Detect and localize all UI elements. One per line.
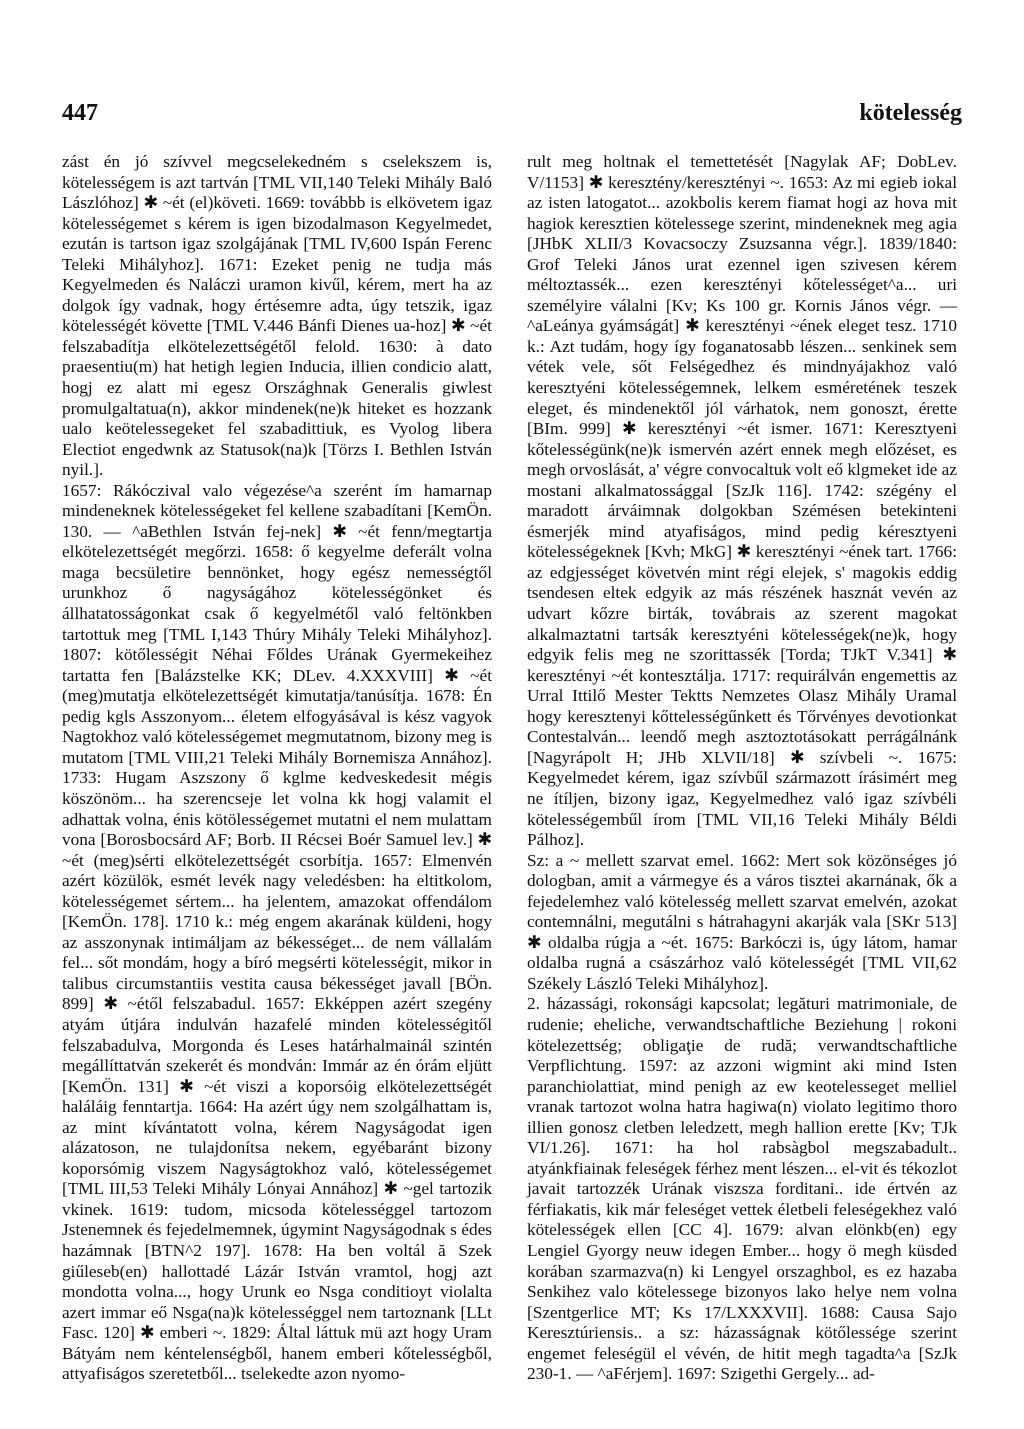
right-paragraph-2: Sz: a ~ mellett szarvat emel. 1662: Mert sok közönséges jó dologban, amit a vármegye és a város tisztei akarnának, ők a fejedelemhez való kötelesség mellett szarvat emelvén, azokat contemnálni, megutálni s hátrahagyni akarják vala [SKr 513] ✱ oldalba rúgja a ~ét. 1675: Barkóczi is, úgy látom, hamar oldalba rugná a császárhoz való kötelességét [TML VII,62 Székely László Teleki Mihályhoz]. — [527, 850, 957, 993]
right-paragraph-1: rult meg holtnak el temettetését [Nagylak AF; DobLev. V/1153] ✱ keresztény/keresztényi ~. 1653: Az mi egieb iokal az isten latogatot... azokbolis kerem fiamat hogi az hova mit hagiok keresztien kötelessege szerint, mindeneknek meg agia [JHbK XLII/3 Kovacsoczy Zsuzsanna végr.]. 1839/1840: Grof Teleki János urat ezennel igen szivesen kérem méltoztassék... ezen keresztényi kőtelességet^a... uri személyire válalni [Kv; Ks 100 gr. Kornis János végr. — ^aLeánya gyámságát] ✱ keresztényi ~ének eleget tesz. 1710 k.: Azt tudám, hogy így foganatosabb lészen... senkinek sem vétek vele, sőt Felségedhez és mindnyájakhoz való keresztyéni kötelességemnek, lelkem esméretének teszek eleget, és mindenektől jól várhatok, nem gonoszt, érette [BIm. 999] ✱ keresztényi ~ét ismer. 1671: Keresztyeni kőtelességünk(ne)k ismervén azért ennek megh előzéset, es megh orvoslását, a' végre convocaltuk volt eő klgmeket ide az mostani alkalmatossággal [SzJk 116]. 1742: szégény el maradott árváimnak dolgokban Szémésen betekinteni ésmerjék mind atyafiságos, mind pedig kéresztyeni kötelességeknek [Kvh; MkG] ✱ keresztényi ~ének tart. 1766: az edgjességet követvén mint régi elejek, s' magokis eddig tsendesen eltek edgyik az más részének hasznát vevén az udvart kőzre birták, továbrais az szerent magokat alkalmaztatni tartsák keresztyéni kötelességek(ne)k, hogy edgyik felis meg ne szorittassék [Torda; TJkT V.341] ✱ keresztényi ~ét kontesztálja. 1717: requirálván engemettis az Urral Ittilő Mester Tektts Nemzetes Olasz Mihály Uramal hogy keresztenyi kőttelességűnkett és Tőrvényes devotionkat Contestalván... leendő megh asztoztotásokatt perrágálnánk [Nagyrápolt H; JHb XLVII/18] ✱ szívbeli ~. 1675: Kegyelmedet kérem, igaz szívbűl származott írásimért meg ne ítíljen, bizony igaz, Kegyelmedhez való igaz szívbéli kötelességembűl írom [TML VII,16 Teleki Mihály Béldi Pálhoz]. — [527, 152, 957, 850]
right-paragraph-3: 2. házassági, rokonsági kapcsolat; legături matrimoniale, de rudenie; eheliche, verwandtschaftliche Beziehung | rokoni kötelezettség; obligaţie de rudă; verwandtschaftliche Verpflichtung. 1597: az azzoni wigmint aki mind Isten paranchiolattiat, mind penigh az ew keotelesseget melliel vranak tartozot wolna hatra hagiwa(n) violato legitimo thoro illien gonosz cletben leledzett, megh hallion erette [Kv; TJk VI/1.26]. 1671: ha hol rabsàgbol megszabadult.. atyánkfiainak feleségek férhez ment lészen... el-vit és tékozlot javait tartozzék Urának viszsza forditani.. ide értvén az férfiakatis, kik már feleséget vettek életbeli feleségekhez való kötelességek ellen [CC 4]. 1679: alvan elönkb(en) egy Lengiel Gyorgy neuw idegen Ember... hogy ö megh küsded korában szarmazva(n) ki Lengyel orszaghbol, es ez hazaba Senkihez valo kötelessege bizonyos lako helye nem volna [Szentgerlice MT; Ks 17/LXXXVII]. 1688: Causa Sajo Keresztúriensis.. a sz: házasságnak kötőlessége szerint engemet feleségül el vévén, de hitit megh tagadta^a [SzJk 230-1. — ^aFérjem]. 1697: Szigethi Gergely... ad- — [527, 994, 957, 1384]
left-paragraph-2: 1657: Rákóczival valo végezése^a szerént ím hamarnap mindeneknek kötelességeket fel kellene szabadítani [KemÖn. 130. — ^aBethlen István fej-nek] ✱ ~ét fenn/megtartja elkötelezettségét megőrzi. 1658: ő kegyelme deferált volna maga becsületire bennönket, hogy egész nemességtől urunkhoz ő nagyságához kötelességönket és állhatatosságonkat csak ő kegyelmétől való feltönkben tartottuk meg [TML I,143 Thúry Mihály Teleki Mihályhoz]. 1807: kötőlességit Néhai Főldes Urának Gyermekeihez tartatta fen [Balázstelke KK; DLev. 4.XXXVIII] ✱ ~ét (meg)mutatja elkötelezettségét kimutatja/tanúsítja. 1678: Én pedig kgls Asszonyom... életem elfogyásával is kész vagyok Nagtokhoz való kötelességemet megmutatnom, bizony meg is mutatom [TML VIII,21 Teleki Mihály Bornemisza Annához]. 1733: Hugam Aszszony ő kglme kedveskedesit mégis köszönöm... ha szerencseje let volna kk hogj valamit el adhattak volna, énis kötölességemet mutatni el nem mulattam vona [Borosbocsárd AF; Borb. II Récsei Boér Samuel lev.] ✱ ~ét (meg)sérti elkötelezettségét csorbítja. 1657: Elmenvén azért közülök, esmét levék nagy veledésben: ha eltitkolom, kötelességemet sértem... ha jelentem, amazokat offendálom [KemÖn. 178]. 1710 k.: még engem akarának küldeni, hogy az asszonynak intimáljam az békességet... de nem vállalám fel... sőt mondám, hogy a bíró megsérti kötelességit, mikor in talibus circumstantiis vestita causa békességet javall [BÖn. 899] ✱ ~étől felszabadul. 1657: Ekképpen azért szegény atyám útjára indulván hazafelé minden kötelességitől felszabadulva, Morgonda és Leses határhalmainál szintén megállíttatván szekerét és mondván: Immár az én órám eljütt [KemÖn. 131] ✱ ~ét viszi a koporsóig elkötelezettségét haláláig fenntartja. 1664: Ha azért úgy nem szolgálhattam is, az mint kívántatott volna, kérem Nagyságodat igen alázatoson, ne tulajdonítsa nekem, egyébaránt bizony koporsómig viszem Nagyságtokhoz való, kötelességemet [TML III,53 Teleki Mihály Lónyai Annához] ✱ ~gel tartozik vkinek. 1619: tudom, micsoda kötelességgel tartozom Jstenemnek és fejedelmemnek, úgymint Nagyságodnak s édes hazámnak [BTN^2 197]. 1678: Ha ben voltál ă Szek giűleseb(en) hallottadé Lázár István vramtol, hogj azt mondotta volna..., hogy Urunk eo Nsga conditioyt violalta azert immar eő Nsga(na)k kötelességgel nem tartoznank [LLt Fasc. 120] ✱ emberi ~. 1829: Által láttuk mü azt hogy Uram Bátyám nem kéntelenségből, hanem emberi kőtelességből, attyafiságos szeretetből... tselekedte azon nyomo- — [62, 480, 492, 1384]
page-number: 447 — [62, 100, 98, 126]
left-column — [62, 152, 492, 1385]
running-head: kötelesség — [859, 100, 962, 126]
left-paragraph-1: zást én jó szívvel megcselekedném s cselekszem is, kötelességem is azt tartván [TML VII,140 Teleki Mihály Baló Lászlóhoz] ✱ ~ét (el)követi. 1669: továbbb is elkövetem igaz kötelességemet s kérem is igen bizodalmason Kegyelmedet, ezután is tartson igaz szolgájának [TML IV,600 Ispán Ferenc Teleki Mihályhoz]. 1671: Ezeket penig ne tudja más Kegyelmeden és Naláczi uramon kivűl, kérem, mert ha az dolgok így vadnak, hogy értésemre adta, úgy tetszik, igaz kötelességét követte [TML V.446 Bánfi Dienes ua-hoz] ✱ ~ét felszabadítja elkötelezettségétől felold. 1630: à dato praesentiu(m) hat hetigh legien Inducia, illien condicio alatt, hogj ez alatt mi egesz Országhnak Generalis giwlest promulgaltatua(n), akkor mindenek(ne)k hiteket es hozzank ualo keötelessegeket fel szabadittiuk, es Vyolog libera Electiot engedwnk az Statusok(na)k [Törzs I. Bethlen István nyil.]. — [62, 152, 492, 480]
right-column — [527, 152, 957, 1385]
